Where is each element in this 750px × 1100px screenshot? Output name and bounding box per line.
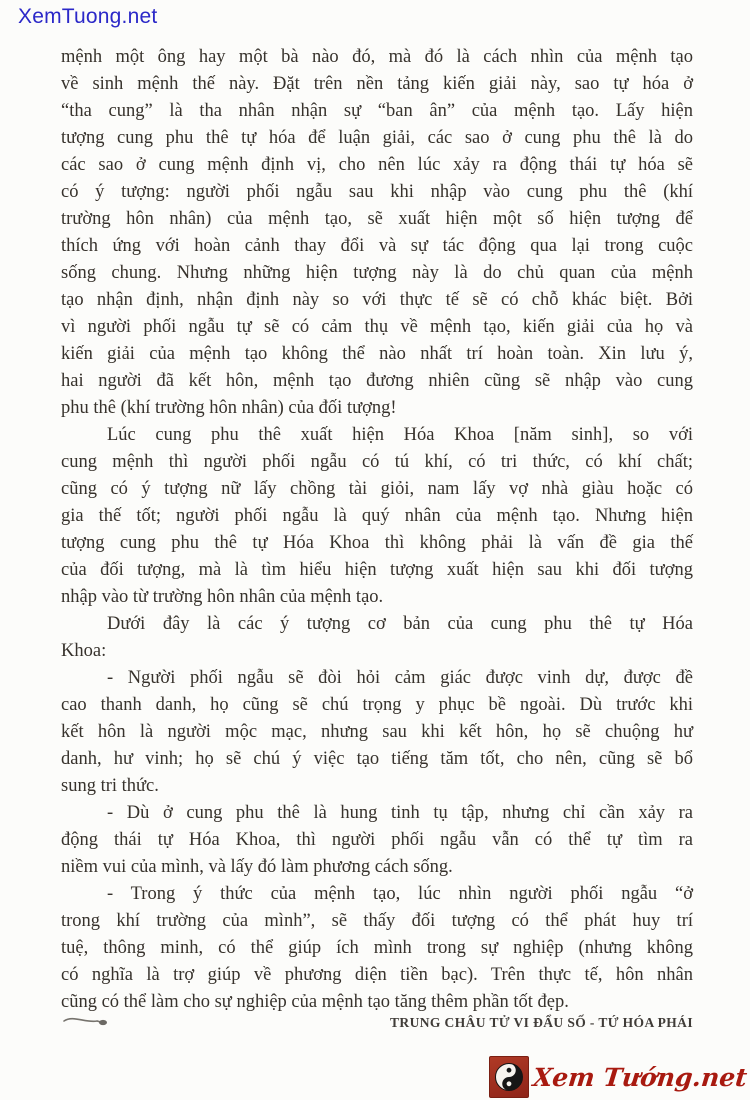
text-line: hai người đã kết hôn, mệnh tạo đương nhiên cũng sẽ nhập vào cung xyxy=(61,371,693,391)
text-line: cũng có ý tượng nữ lấy chồng tài giỏi, nam lấy vợ nhà giàu hoặc có xyxy=(61,479,693,499)
text-line: tạo nhận định, nhận định này so với thực tế sẽ có chỗ khác biệt. Bởi xyxy=(61,290,693,310)
text-line: trường hôn nhân) của mệnh tạo, sẽ xuất hiện một số hiện tượng để xyxy=(61,209,693,229)
text-line: cung mệnh thì người phối ngẫu có tú khí, có tri thức, có khí chất; xyxy=(61,452,693,472)
text-line: kết hôn là người mộc mạc, nhưng sau khi kết hôn, họ sẽ chuộng hư xyxy=(61,722,693,742)
text-line: - Trong ý thức của mệnh tạo, lúc nhìn người phối ngẫu “ở xyxy=(107,884,693,904)
text-line: tượng cung phu thê tự Hóa Khoa thì không phải là vấn đề gia thế xyxy=(61,533,693,553)
text-line: sung tri thức. xyxy=(61,776,159,796)
book-title: TRUNG CHÂU TỬ VI ĐẨU SỐ - TỨ HÓA PHÁI xyxy=(390,1014,693,1030)
text-line: - Dù ở cung phu thê là hung tinh tụ tập, nhưng chỉ cần xảy ra xyxy=(107,803,693,823)
yin-yang-icon xyxy=(489,1056,529,1098)
text-line: danh, hư vinh; họ sẽ chú ý việc tạo tiếng tăm tốt, cho nên, cũng sẽ bổ xyxy=(61,749,693,769)
text-line: - Người phối ngẫu sẽ đòi hỏi cảm giác được vinh dự, được đề xyxy=(107,668,693,688)
site-logo xyxy=(489,1056,747,1098)
text-line: Dưới đây là các ý tượng cơ bản của cung phu thê tự Hóa xyxy=(107,614,693,634)
text-line: tuệ, thông minh, có thể giúp ích mình trong sự nghiệp (nhưng không xyxy=(61,938,693,958)
text-line: về sinh mệnh thế này. Đặt trên nền tảng kiến giải này, sao tự hóa ở xyxy=(61,74,693,94)
text-line: “tha cung” là tha nhân nhận sự “ban ân” của mệnh tạo. Lấy hiện xyxy=(61,101,693,121)
text-line: gia thế tốt; người phối ngẫu là quý nhân của mệnh tạo. Nhưng hiện xyxy=(61,506,693,526)
text-line: cũng có thể làm cho sự nghiệp của mệnh tạo tăng thêm phần tốt đẹp. xyxy=(61,992,569,1012)
text-line: vì người phối ngẫu tự sẽ có cảm thụ về mệnh tạo, kiến giải của họ và xyxy=(61,317,693,337)
page-footer xyxy=(61,1012,693,1033)
text-line: tượng cung phu thê tự hóa để luận giải, các sao ở cung phu thê là do xyxy=(61,128,693,148)
text-line: phu thê (khí trường hôn nhân) của đối tượng! xyxy=(61,398,397,418)
text-line: niềm vui của mình, và lấy đó làm phương cách sống. xyxy=(61,857,453,877)
text-line: thích ứng với hoàn cảnh thay đổi và sự tác động qua lại trong cuộc xyxy=(61,236,693,256)
text-line: của đối tượng, mà là tìm hiểu hiện tượng xuất hiện sau khi đối tượng xyxy=(61,560,693,580)
site-watermark: XemTuong.net xyxy=(18,5,158,28)
text-line: động thái tự Hóa Khoa, thì người phối ngẫu vẫn có thể tự tìm ra xyxy=(61,830,693,850)
text-line: cao thanh danh, họ cũng sẽ chú trọng y phục bề ngoài. Dù trước khi xyxy=(61,695,693,715)
article-body xyxy=(61,44,693,1016)
text-line: sống chung. Nhưng những hiện tượng này là do chủ quan của mệnh xyxy=(61,263,693,283)
text-line: Khoa: xyxy=(61,641,107,661)
text-line: nhập vào từ trường hôn nhân của mệnh tạo. xyxy=(61,587,384,607)
text-line: Lúc cung phu thê xuất hiện Hóa Khoa [năm sinh], so với xyxy=(107,425,693,445)
text-line: có nghĩa là trợ giúp về phương diện tiền bạc). Trên thực tế, hôn nhân xyxy=(61,965,693,985)
text-line: kiến giải của mệnh tạo không thể nào nhất trí hoàn toàn. Xin lưu ý, xyxy=(61,344,693,364)
site-logo-text: Xem Tướng.net xyxy=(531,1062,749,1092)
text-line: có ý tượng: người phối ngẫu sau khi nhập vào cung phu thê (khí xyxy=(61,182,693,202)
text-line: mệnh một ông hay một bà nào đó, mà đó là cách nhìn của mệnh tạo xyxy=(61,47,693,67)
text-line: trong khí trường của mình”, sẽ thấy đối tượng có thể phát huy trí xyxy=(61,911,693,931)
text-line: các sao ở cung mệnh định vị, cho nên lúc xảy ra động thái tự hóa sẽ xyxy=(61,155,693,175)
handwritten-mark xyxy=(61,1012,113,1033)
